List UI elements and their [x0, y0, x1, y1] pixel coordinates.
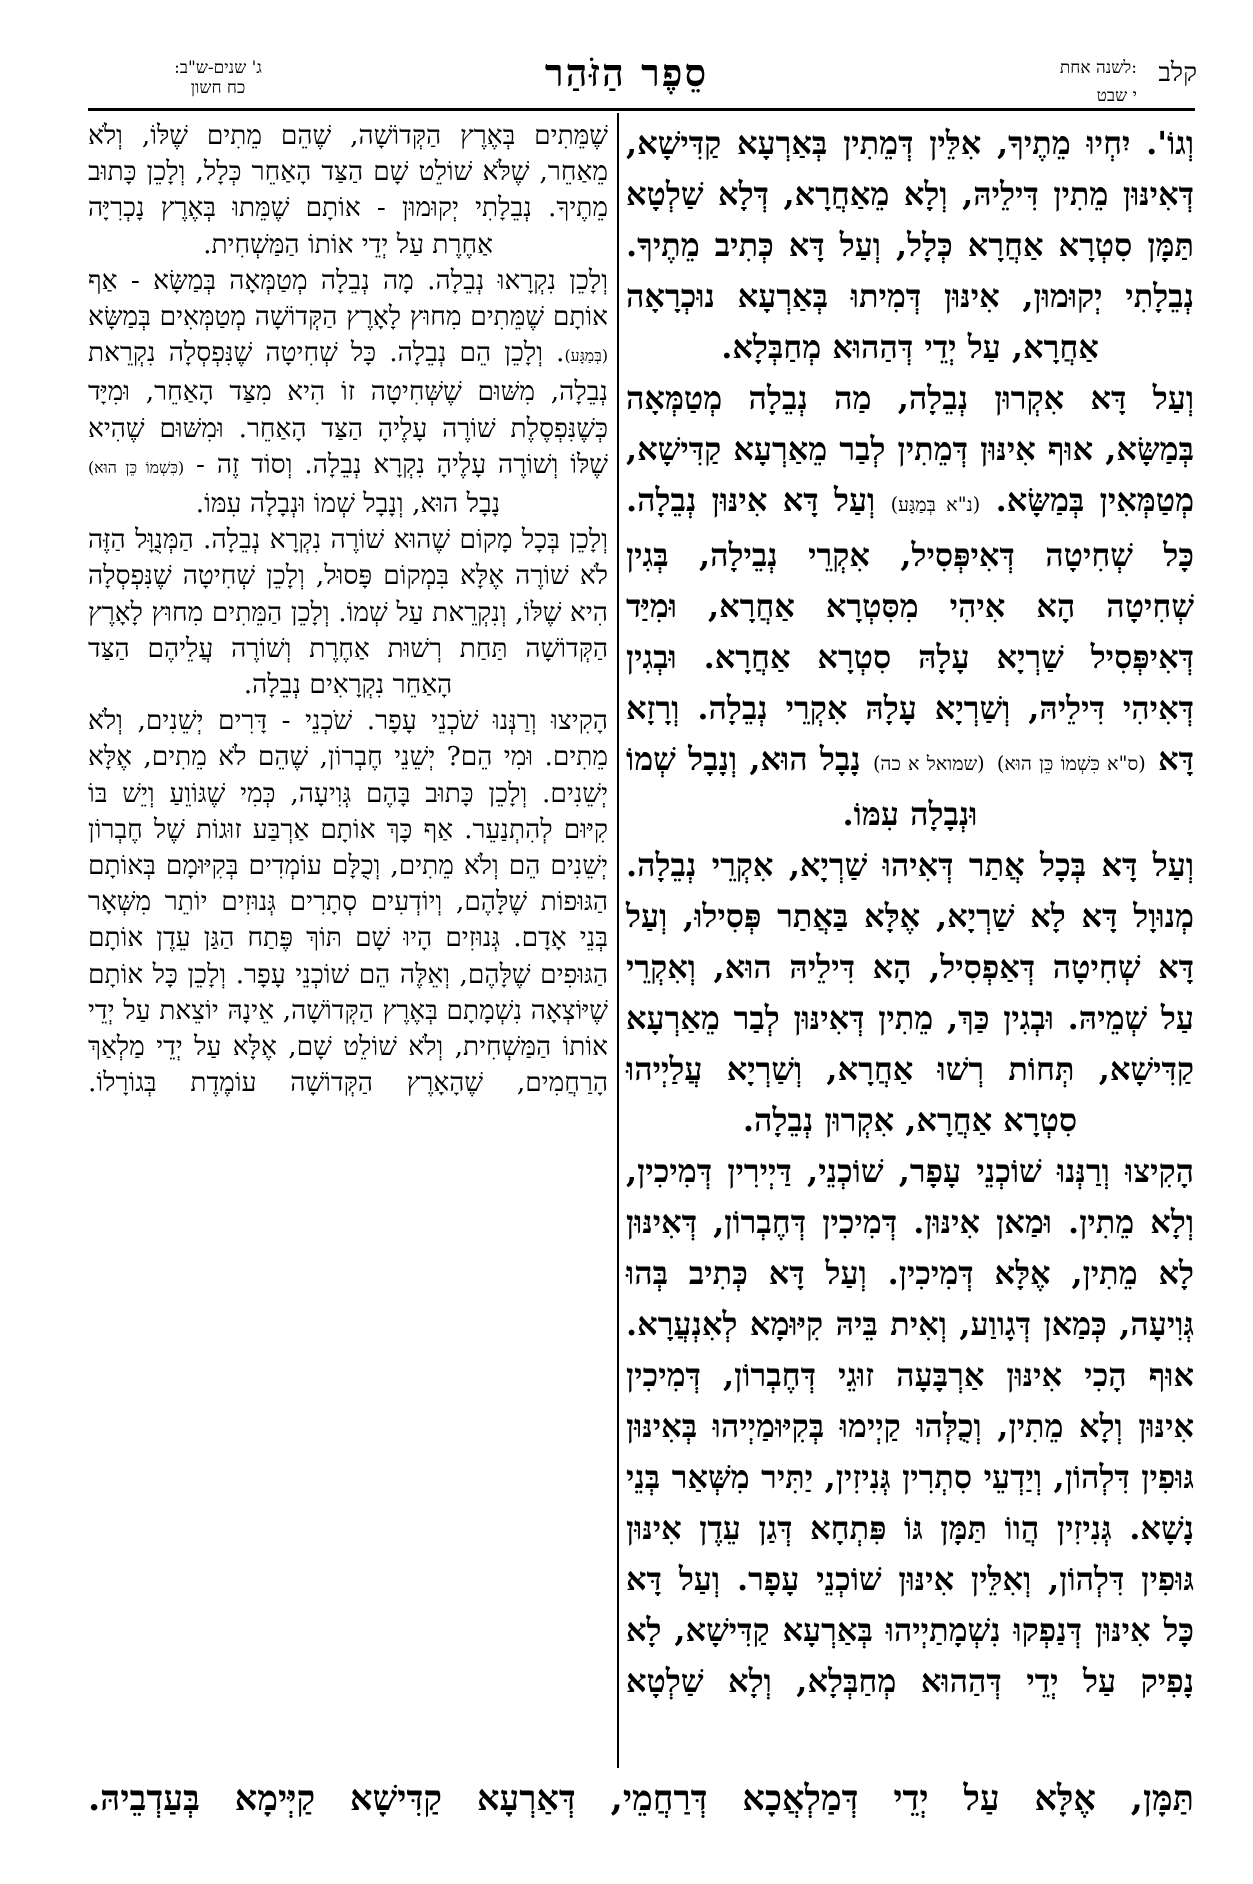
variant-note: (כִּשְׁמוֹ כֵּן הוּא)	[88, 457, 185, 477]
commentary-column	[88, 118, 608, 1768]
commentary-span: . וְלָכֵן הֵם נְבֵלָה. כָּל שְׁחִיטָה שֶׁנִּפְסְלָה נִקְרֵאת נְבֵלָה, מִשּׁוּם שֶׁשְּׁחִיטָה זוֹ הִיא מִצַּד הָאַחֵר, וּמִיָּד כְּשֶׁנִּפְסֶלֶת שׁוֹרֶה עָלֶיהָ הַצַּד הָאַחֵר. וּמִשּׁוּם שֶׁהִיא שֶׁלּוֹ וְשׁוֹרֶה עָלֶיהָ נִקְרָא נְבֵלָה. וְסוֹד זֶה -	[88, 337, 608, 480]
variant-note: (נ"א בְּמַגָּע)	[890, 493, 981, 517]
header-reading-cycle: לשנה אחת:	[1059, 58, 1137, 78]
page-title: סֵפֶר הַזֹּהַר	[544, 50, 709, 95]
commentary-paragraph: הָקִיצוּ וְרַנְּנוּ שֹׁכְנֵי עָפָר. שֹׁכְנֵי - דָּרִים יְשֵׁנִים, וְלֹא מֵתִים. וּמִי הֵם? יְשֵׁנֵי חֶבְרוֹן, שֶׁהֵם לֹא מֵתִים, אֶלָּא יְשֵׁנִים. וְלָכֵן כָּתוּב בָּהֶם גְּוִיעָה, כְּמִי שֶׁגּוֹוֵעַ וְיֵשׁ בּוֹ קִיּוּם לְהִתְנַעֵר. אַף כָּךְ אוֹתָם אַרְבַּע זוּגוֹת שֶׁל חֶבְרוֹן יְשֵׁנִים הֵם וְלֹא מֵתִים, וְכֻלָּם עוֹמְדִים בְּקִיּוּמָם בְּאוֹתָם הַגּוּפוֹת שֶׁלָּהֶם, וְיוֹדְעִים סְתָרִים גְּנוּזִים יוֹתֵר מִשְּׁאָר בְּנֵי אָדָם. גְּנוּזִים הָיוּ שָׁם תּוֹךְ פֶּתַח הַגַּן עֵדֶן אוֹתָם הַגּוּפִים שֶׁלָּהֶם, וְאֵלֶּה הֵם שׁוֹכְנֵי עָפָר. וְלָכֵן כָּל אוֹתָם שֶׁיּוֹצְאָה נִשְׁמָתָם בְּאֶרֶץ הַקְּדוֹשָׁה, אֵינָהּ יוֹצֵאת עַל יְדֵי אוֹתוֹ הַמַּשְׁחִית, וְלֹא שׁוֹלֵט שָׁם, אֶלָּא עַל יְדֵי מַלְאַךְ הָרַחֲמִים, שֶׁהָאָרֶץ הַקְּדוֹשָׁה עוֹמֶדֶת בְּגוֹרָלוֹ.	[88, 705, 608, 1099]
commentary-span: וְלָכֵן נִקְרָאוּ נְבֵלָה. מָה נְבֵלָה מְטַמְּאָה בְּמַשָּׂא - אַף אוֹתָם שֶׁמֵּתִים מִחוּץ לָאָרֶץ הַקְּדוֹשָׁה מְטַמְּאִים בְּמַשָּׂא	[88, 264, 608, 333]
commentary-paragraph: שֶׁמֵּתִים בְּאֶרֶץ הַקְּדוֹשָׁה, שֶׁהֵם מֵתִים שֶׁלּוֹ, וְלֹא מֵאַחֵר, שֶׁלֹּא שׁוֹלֵט שָׁם הַצַּד הָאַחֵר כְּלָל, וְלָכֵן כָּתוּב מֵתֶיךָ. נְבֵלָתִי יְקוּמוּן - אוֹתָם שֶׁמֵּתוּ בְּאֶרֶץ נָכְרִיָּה אַחֶרֶת עַל יְדֵי אוֹתוֹ הַמַּשְׁחִית.	[88, 120, 608, 260]
column-divider	[617, 113, 619, 1768]
main-paragraph: הָקִיצוּ וְרַנְּנוּ שׁוֹכְנֵי עָפָר, שׁוֹכְנֵי, דַּיְירִין דְּמִיכִין, וְלָא מֵתִין. וּמַאן אִינּוּן. דְּמִיכִין דְּחֶבְרוֹן, דְּאִינּוּן לָא מֵתִין, אֶלָּא דְּמִיכִין. וְעַל דָּא כְּתִיב בְּהוּ גְּוִיעָה, כְּמַאן דְּגָווַע, וְאִית בֵּיהּ קִיּוּמָא לְאִנְעֲרָא. אוּף הָכִי אִינּוּן אַרְבָּעָה זוּגֵי דְּחֶבְרוֹן, דְּמִיכִין אִינּוּן וְלָא מֵתִין, וְכֻלְּהוּ קַיְימוּ בְּקִיּוּמַיְיהוּ בְּאִינּוּן גּוּפִין דִּלְהוֹן, וְיַדְעֵי סִתְרִין גְּנִיזִין, יַתִּיר מִשְּׁאַר בְּנֵי נָשָׁא. גְּנִיזִין הֲווֹ תַּמָּן גּוֹ פִּתְחָא דְּגַן עֵדֶן אִינּוּן גּוּפִין דִּלְהוֹן, וְאִלֵּין אִינּוּן שׁוֹכְנֵי עָפָר. וְעַל דָּא כָּל אִינּוּן דְּנַפְקוּ נִשְׁמָתַיְיהוּ בְּאַרְעָא קַדִּישָׁא, לָא נָפִיק עַל יְדֵי דְּהַהוּא מְחַבְּלָא, וְלָא שַׁלְטָא	[626, 1152, 1194, 1701]
header-rule	[88, 108, 1195, 111]
source-reference: (שמואל א כה)	[872, 752, 985, 776]
variant-note: (ס"א כִּשְׁמוֹ כֵּן הוּא)	[996, 752, 1146, 776]
main-paragraph: וְגוֹ'. יִחְיוּ מֵתֶיךָ, אִלֵּין דְּמֵתִין בְּאַרְעָא קַדִּישָׁא, דְּאִינּוּן מֵתִין דִּילֵיהּ, וְלָא מֵאַחֲרָא, דְּלָא שַׁלְטָא תַּמָּן סִטְרָא אַחֲרָא כְּלָל, וְעַל דָּא כְּתִיב מֵתֶיךָ. נְבֵלָתִי יְקוּמוּן, אִינּוּן דְּמִיתוּ בְּאַרְעָא נוּכְרָאָה אַחֲרָא, עַל יְדֵי דְּהַהוּא מְחַבְּלָא.	[626, 124, 1194, 367]
final-full-width-line: תַּמָּן, אֶלָּא עַל יְדֵי דְּמַלְאֲכָא דְּרַחֲמֵי, דְּאַרְעָא קַדִּישָׁא קַיְּימָא בְּעַדְבֵיהּ.	[88, 1778, 1194, 1819]
header-date-alt: כח חשון	[190, 78, 246, 98]
main-paragraph: וְעַל דָּא בְּכָל אֲתַר דְּאִיהוּ שַׁרְיָא, אִקְרֵי נְבֵלָה. מְנוּוָל דָּא לָא שַׁרְיָא, אֶלָּא בַּאֲתַר פְּסִילוּ, וְעַל דָּא שְׁחִיטָה דְּאַפְסִיל, הָא דִּילֵיהּ הוּא, וְאִקְרֵי עַל שְׁמֵיהּ. וּבְגִין כַּךְ, מֵתִין דְּאִינּוּן לְבַר מֵאַרְעָא קַדִּישָׁא, תְּחוֹת רְשׁוּ אַחֲרָא, וְשַׁרְיָא עֲלַיְיהוּ סִטְרָא אַחֲרָא, אִקְרוּן נְבֵלָה.	[626, 846, 1194, 1140]
variant-note: (בְּמַגָּע)	[564, 346, 608, 366]
main-text-span: נָבָל הוּא, וְנָבָל שְׁמוֹ וּנְבָלָה עִמּוֹ.	[626, 740, 978, 834]
header-date: י שבט	[1096, 86, 1137, 106]
commentary-paragraph	[88, 263, 608, 522]
page-number: קלב	[1158, 58, 1197, 88]
commentary-span: נָבָל הוּא, וְנָבָל שְׁמוֹ וּנְבָלָה עִמּוֹ.	[195, 488, 501, 520]
header-cycle-alt: ג' שנים-ש"ב:	[174, 58, 262, 78]
main-text-span: וְעַל דָּא אִקְרוּן נְבֵלָה, מַה נְבֵלָה מְטַמְּאָה בְּמַשָּׂא, אוּף אִינּוּן דְּמֵתִין לְבַר מֵאַרְעָא קַדִּישָׁא, מְטַמְּאִין בְּמַשָּׂא.	[626, 379, 1195, 520]
main-text-span: וְעַל דָּא אִינּוּן נְבֵלָה. כָּל שְׁחִיטָה דְּאִיפְּסִיל, אִקְרֵי נְבֵילָה, בְּגִין שְׁחִיטָה הָא אִיהִי מִסִּטְרָא אַחֲרָא, וּמִיַּד דְּאִיפְּסִיל שַׁרְיָא עָלָהּ סִטְרָא אַחֲרָא. וּבְגִין דְּאִיהִי דִּילֵיהּ, וְשַׁרְיָא עָלָהּ אִקְרֵי נְבֵלָה. וְרָזָא דָּא	[626, 481, 1194, 779]
header-left	[88, 58, 348, 98]
main-text-column	[626, 118, 1194, 1768]
main-paragraph	[626, 373, 1194, 840]
commentary-paragraph: וְלָכֵן בְּכָל מָקוֹם שֶׁהוּא שׁוֹרֶה נִקְרָא נְבֵלָה. הַמְּנֻוָּל הַזֶּה לֹא שׁוֹרֶה אֶלָּא בִּמְקוֹם פָּסוּל, וְלָכֵן שְׁחִיטָה שֶׁנִּפְסְלָה הִיא שֶׁלּוֹ, וְנִקְרֵאת עַל שְׁמוֹ. וְלָכֵן הַמֵּתִים מִחוּץ לָאָרֶץ הַקְּדוֹשָׁה תַּחַת רְשׁוּת אַחֶרֶת וְשׁוֹרֶה עֲלֵיהֶם הַצַּד הָאַחֵר נִקְרָאִים נְבֵלָה.	[88, 524, 608, 701]
